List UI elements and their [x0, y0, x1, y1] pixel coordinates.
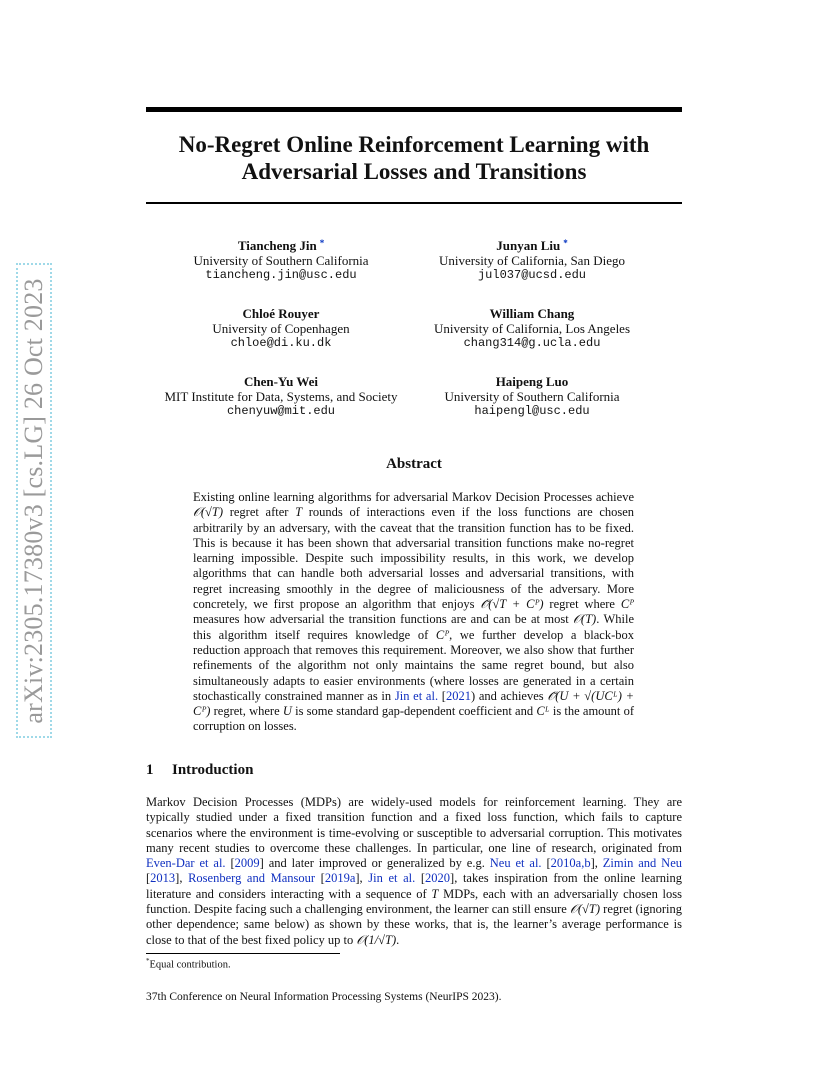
abstract-heading: Abstract [386, 456, 442, 472]
citation-link[interactable]: Rosenberg and Mansour [188, 871, 316, 886]
footnote-rule [146, 953, 340, 954]
citation-year-link[interactable]: 2021 [445, 688, 471, 703]
author-affiliation: University of Copenhagen [212, 321, 350, 336]
author-email: tiancheng.jin@usc.edu [205, 268, 357, 282]
author-name: Junyan Liu [496, 238, 561, 253]
citation-year-link[interactable]: 2020 [425, 871, 451, 886]
citation-year-link[interactable]: 2013 [150, 871, 176, 886]
author-affiliation: MIT Institute for Data, Systems, and Society [164, 389, 398, 404]
author-email: chenyuw@mit.edu [226, 404, 336, 418]
citation-year-link[interactable]: 2019a [324, 871, 356, 886]
citation-link[interactable]: Neu et al. [489, 856, 542, 871]
arxiv-identifier: arXiv:2305.17380v3 [cs.LG] 26 Oct 2023 [19, 277, 48, 724]
abstract-text: regret after [229, 505, 289, 520]
author-affiliation: University of California, Los Angeles [433, 321, 631, 336]
author-name: Chen-Yu Wei [243, 374, 319, 389]
footnote-text: Equal contribution. [149, 959, 231, 971]
section-number: 1 [146, 762, 154, 778]
intro-text: MDPs, each with an adversarially chosen loss function. Despite facing such a challenging environment, the learner can still ensure [146, 886, 682, 917]
math-inline: T [295, 505, 303, 520]
author-affiliation: University of California, San Diego [439, 253, 625, 268]
abstract-text: is the amount of corruption on losses. [193, 704, 635, 734]
math-inline: Cᴾ [435, 627, 450, 642]
author-email: haipengl@usc.edu [474, 404, 590, 418]
citation-link[interactable]: Jin et al. [368, 871, 416, 886]
math-inline: 𝒪̃(U + √(UCᴸ) + Cᴾ) [193, 688, 635, 719]
intro-text: and later improved or generalized by e.g. [268, 856, 485, 871]
math-inline: 𝒪(1/√T) [356, 932, 397, 947]
author-block-6 [382, 374, 682, 419]
math-inline: Cᴸ [536, 704, 550, 719]
abstract-text: , we further develop a black-box reduction approach that removes this requirement. Moreover, we also show that further refinements of the algorithm not only maintains the same regret bound, but also simultaneously adapts to easier environments (where losses are generated in a certain stochastically constrained manner as in [193, 627, 634, 703]
author-email: chang314@g.ucla.edu [463, 336, 601, 350]
intro-text: , takes inspiration from the online learning literature and considers interacting with a sequence of [146, 871, 682, 901]
abstract-text: Existing online learning algorithms for adversarial Markov Decision Processes achieve [193, 490, 634, 504]
abstract-text: regret where [549, 597, 615, 612]
abstract-text: regret, where [213, 704, 280, 719]
citation-link[interactable]: Zimin and Neu [602, 856, 683, 871]
author-name: Haipeng Luo [495, 374, 569, 389]
abstract-text: measures how adversarial the transition functions are and can be at most [193, 612, 569, 627]
paper-title [146, 131, 682, 185]
intro-text: Markov Decision Processes (MDPs) are widely-used models for reinforcement learning. They are typically studied under a fixed transition function and a fixed loss function, which fails to capture scenarios where the environment is time-evolving or susceptible to adversarial corruption. This motivates many recent studies to overcome these challenges. In particular, one line of research, originated from [146, 795, 682, 855]
footnote [146, 957, 231, 971]
author-name: Tiancheng Jin [237, 238, 317, 253]
author-name: William Chang [489, 306, 575, 321]
citation-link[interactable]: Even-Dar et al. [146, 856, 226, 871]
venue-line: 37th Conference on Neural Information Processing Systems (NeurIPS 2023). [146, 991, 502, 1003]
abstract-text: rounds of interactions even if the loss functions are chosen arbitrarily by an adversary, with the caveat that the transition function has to be fixed. This is because it has been shown that adversarial transition functions make no-regret learning impossible. Despite such impossibility results, in this work, we develop algorithms that can handle both adversarial losses and adversarial transitions, with regret increasing smoothly in the degree of maliciousness of the adversary. More concretely, we first propose an algorithm that enjoys [193, 505, 635, 612]
arxiv-stamp [16, 263, 52, 738]
equal-contribution-mark[interactable]: * [319, 238, 325, 248]
math-inline: U [282, 704, 292, 719]
equal-contribution-mark[interactable]: * [563, 238, 568, 248]
math-inline: T [431, 886, 439, 901]
title-rule-top [146, 107, 682, 112]
citation-year-link[interactable]: 2009 [234, 856, 260, 871]
introduction-body: Markov Decision Processes (MDPs) are widely-used models for reinforcement learning. They are typically studied under a fixed transition function and a fixed loss function, which fails to capture scenarios where the environment is time-evolving or susceptible to adversarial corruption. This motivates many recent studies to overcome these challenges. In particular, one line of research, originated from Even-Dar et al. [2009] and later improved or generalized by e.g. Neu et al. [2010a,b], Zimin and Neu [2013], Rosenberg and Mansour [2019a], Jin et al. [2020], takes inspiration from the online learning literature and considers interacting with a sequence of T MDPs, each with an adversarially chosen loss function. Despite facing such a challenging environment, the learner can still ensure 𝒪(√T) regret (ignoring other dependence; same below) as shown by these works, that is, the learner’s average performance is close to that of the best fixed policy up to 𝒪(1/√T). [146, 795, 683, 947]
abstract-text: . While this algorithm itself requires knowledge of [193, 612, 635, 642]
title-line-2: Adversarial Losses and Transitions [241, 159, 587, 184]
section-title: Introduction [172, 762, 254, 778]
citation-link[interactable]: Jin et al. [394, 688, 439, 703]
abstract-body: Existing online learning algorithms for adversarial Markov Decision Processes achieve 𝒪(√T) regret after T rounds of interactions even if the loss functions are chosen arbitrarily by an adversary, with the caveat that the transition function has to be fixed. This is because it has been shown that adversarial transition functions make no-regret learning impossible. Despite such impossibility results, in this work, we develop algorithms that can handle both adversarial losses and adversarial transitions, with regret increasing smoothly in the degree of maliciousness of the adversary. More concretely, we first propose an algorithm that enjoys 𝒪̃(√T + Cᴾ) regret where Cᴾ measures how adversarial the transition functions are and can be at most 𝒪(T). While this algorithm itself requires knowledge of Cᴾ, we further develop a black-box reduction approach that removes this requirement. Moreover, we also show that further refinements of the algorithm not only maintains the same regret bound, but also simultaneously adapts to easier environments (where losses are generated in a certain stochastically constrained manner as in Jin et al. [2021) and achieves 𝒪̃(U + √(UCᴸ) + Cᴾ) regret, where U is some standard gap-dependent coefficient and Cᴸ is the amount of corruption on losses. [193, 490, 635, 734]
abstract-text: is some standard gap-dependent coefficient and [295, 704, 534, 719]
author-affiliation: University of Southern California [444, 389, 620, 404]
citation-year-link[interactable]: 2010a,b [550, 856, 591, 871]
author-block-2 [382, 238, 682, 283]
title-line-1: No-Regret Online Reinforcement Learning with [178, 132, 650, 157]
author-affiliation: University of Southern California [193, 253, 369, 268]
intro-text: regret (ignoring other dependence; same below) as shown by these works, that is, the learner’s average performance is close to that of the best fixed policy up to [146, 902, 683, 947]
math-inline: 𝒪̃(√T + Cᴾ) [480, 597, 544, 612]
author-name: Chloé Rouyer [242, 306, 320, 321]
math-inline: 𝒪(√T) [569, 902, 600, 917]
math-inline: Cᴾ [620, 597, 635, 612]
math-inline: 𝒪(T) [573, 612, 597, 627]
abstract-text: ) and achieves [470, 688, 544, 703]
author-block-4 [382, 306, 682, 351]
math-inline: 𝒪(√T) [193, 505, 224, 520]
section-heading-introduction [146, 762, 253, 779]
author-email: chloe@di.ku.dk [230, 336, 332, 350]
footnote-mark: * [146, 957, 150, 965]
author-email: jul037@ucsd.edu [477, 268, 587, 282]
title-rule-bottom [146, 202, 682, 204]
